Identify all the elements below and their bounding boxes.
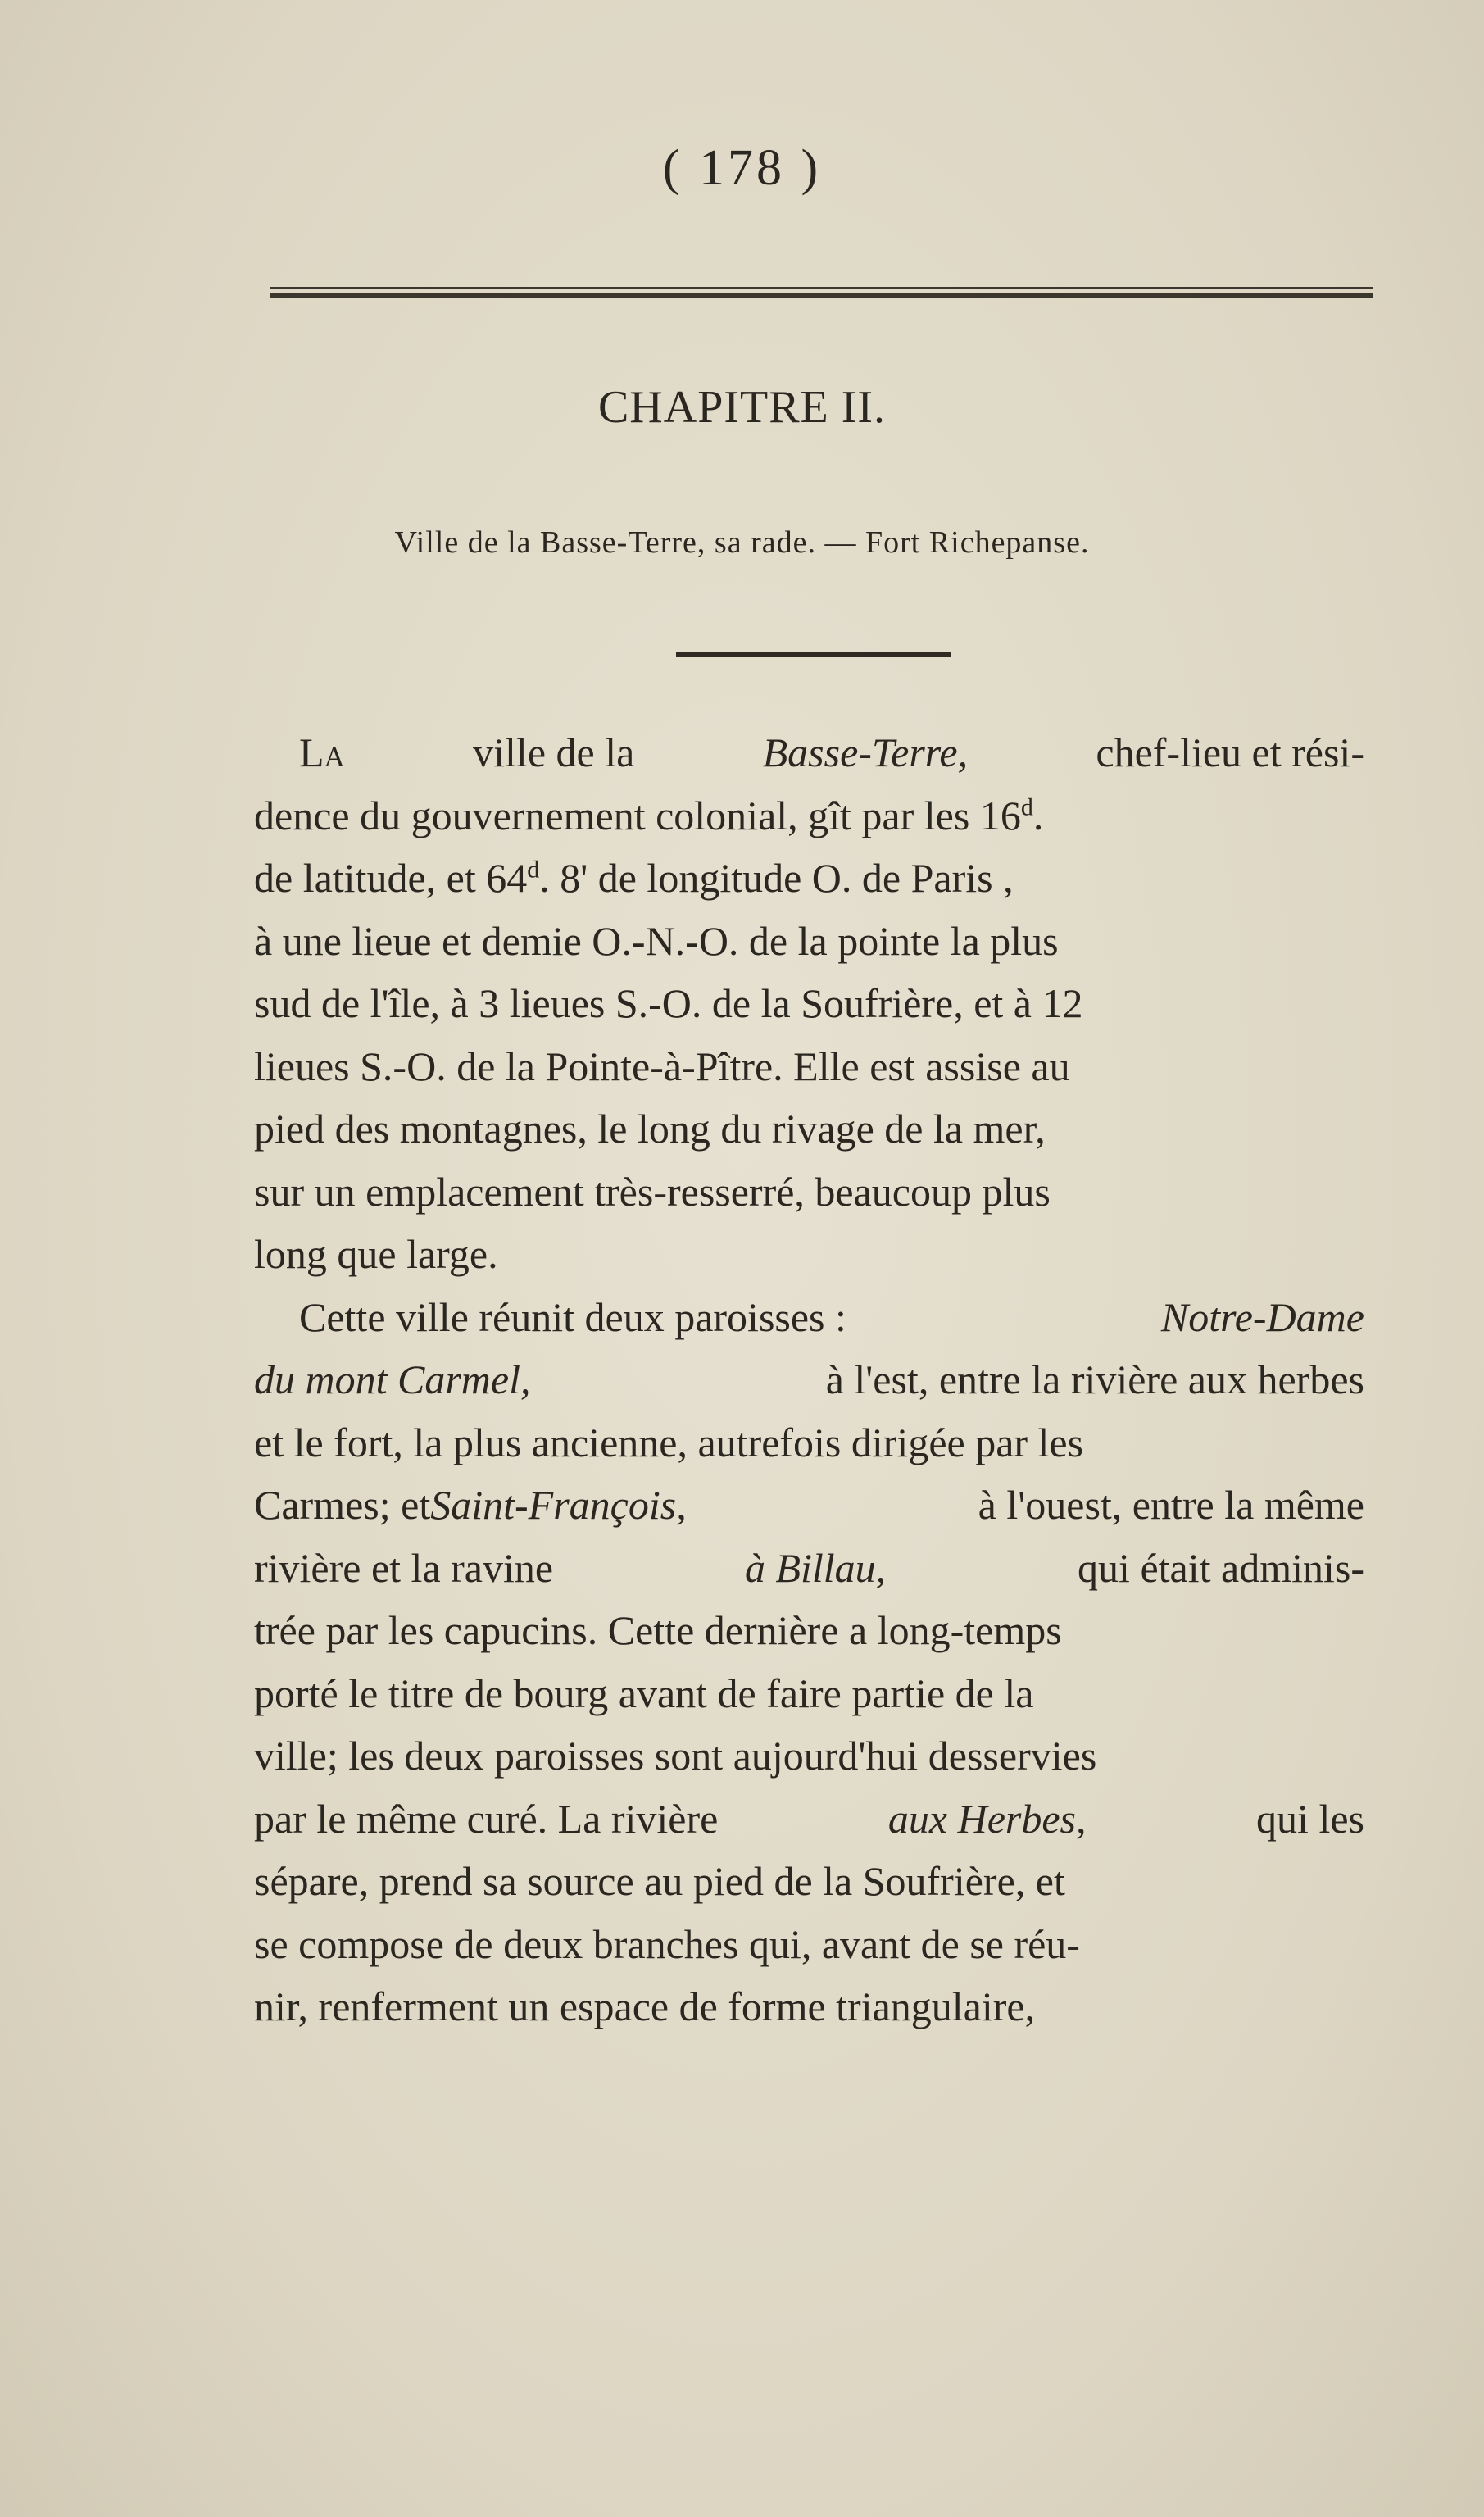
- header-double-rule: [270, 287, 1373, 298]
- text-segment: se compose de deux branches qui, avant de se réu-: [254, 1920, 1080, 1967]
- text-segment: sépare, prend sa source au pied de la Soufrière, et: [254, 1858, 1065, 1904]
- text-line: [254, 1223, 1364, 1286]
- text-line: [254, 1599, 1364, 1662]
- body-text: [254, 721, 1364, 2038]
- text-segment: rivière et la ravine: [254, 1544, 554, 1591]
- text-segment: à l'ouest, entre la même: [978, 1482, 1364, 1528]
- text-line: [254, 1537, 1364, 1600]
- italic-segment: Saint-François,: [430, 1482, 687, 1528]
- text-line: [254, 972, 1364, 1035]
- drop-word: La: [299, 729, 345, 775]
- text-segment: long que large.: [254, 1231, 498, 1277]
- text-segment: lieues S.-O. de la Pointe-à-Pître. Elle est assise au: [254, 1043, 1070, 1089]
- chapter-title: CHAPITRE II.: [597, 382, 887, 433]
- text-line: [254, 1097, 1364, 1161]
- text-segment: [254, 847, 1014, 910]
- text-line: [254, 1286, 1364, 1349]
- text-line: [254, 1788, 1364, 1851]
- text-segment: ville; les deux paroisses sont aujourd'hui desservies: [254, 1733, 1097, 1779]
- text-line: [254, 1035, 1364, 1098]
- text-line: [254, 1411, 1364, 1474]
- text-line: [254, 1662, 1364, 1725]
- superscript: d: [1020, 793, 1033, 820]
- text-segment: .: [1032, 792, 1044, 838]
- page-number: ( 178 ): [662, 140, 822, 196]
- text-segment: qui était adminis-: [1078, 1544, 1364, 1591]
- italic-segment: aux Herbes,: [887, 1795, 1087, 1842]
- text-line: [254, 1348, 1364, 1411]
- italic-segment: Notre-Dame: [1160, 1293, 1364, 1340]
- text-segment: chef-lieu et rési-: [1096, 729, 1364, 775]
- text-segment: sud de l'île, à 3 lieues S.-O. de la Soufrière, et à 12: [254, 980, 1083, 1026]
- text-segment: ville de la: [473, 729, 635, 775]
- text-line: [254, 1975, 1364, 2038]
- text-segment: trée par les capucins. Cette dernière a long-temps: [254, 1607, 1062, 1653]
- text-segment: Cette ville réunit deux paroisses :: [299, 1293, 846, 1340]
- text-line: [254, 721, 1364, 784]
- text-segment: à une lieue et demie O.-N.-O. de la pointe la plus: [254, 917, 1059, 964]
- text-segment: sur un emplacement très-resserré, beaucoup plus: [254, 1168, 1051, 1215]
- text-line: [254, 1913, 1364, 1976]
- text-line: [254, 847, 1364, 910]
- section-divider: [676, 652, 951, 657]
- text-segment: dence du gouvernement colonial, gît par les 16: [254, 792, 1021, 838]
- superscript: d: [527, 856, 540, 884]
- italic-segment: à Billau,: [744, 1544, 887, 1591]
- rule-line-thick: [270, 293, 1373, 298]
- text-segment: de latitude, et 64: [254, 855, 528, 901]
- text-segment: . 8' de longitude O. de Paris ,: [539, 855, 1014, 901]
- text-segment: [254, 784, 1043, 847]
- text-segment: porté le titre de bourg avant de faire partie de la: [254, 1670, 1034, 1716]
- text-segment: [254, 1474, 687, 1537]
- text-line: [254, 1724, 1364, 1788]
- text-line: [254, 1850, 1364, 1913]
- text-segment: à l'est, entre la rivière aux herbes: [825, 1356, 1364, 1402]
- text-segment: qui les: [1256, 1795, 1364, 1842]
- text-segment: nir, renferment un espace de forme triangulaire,: [254, 1983, 1036, 2029]
- text-segment: par le même curé. La rivière: [254, 1795, 719, 1842]
- text-segment: Carmes; et: [254, 1482, 431, 1528]
- italic-segment: du mont Carmel,: [254, 1356, 531, 1402]
- text-segment: pied des montagnes, le long du rivage de la mer,: [254, 1106, 1046, 1152]
- chapter-subtitle: Ville de la Basse-Terre, sa rade. — Fort Richepanse.: [394, 525, 1090, 560]
- text-segment: et le fort, la plus ancienne, autrefois dirigée par les: [254, 1419, 1084, 1465]
- text-line: [254, 1161, 1364, 1224]
- text-line: [254, 910, 1364, 973]
- text-line: [254, 784, 1364, 847]
- italic-segment: Basse-Terre,: [762, 729, 969, 775]
- rule-line-thin: [270, 287, 1373, 289]
- text-line: [254, 1474, 1364, 1537]
